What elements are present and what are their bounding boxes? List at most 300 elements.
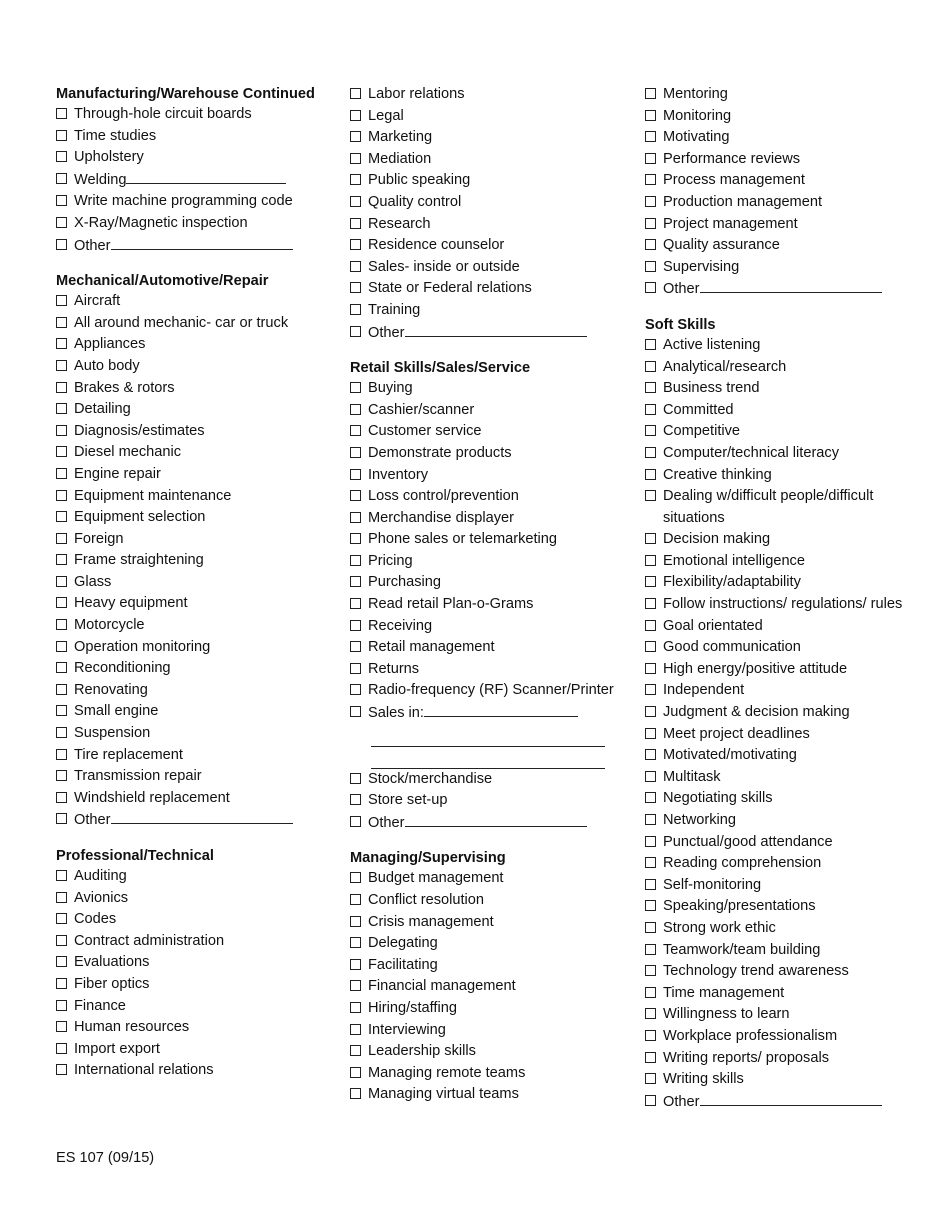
checkbox-label: All around mechanic- car or truck xyxy=(74,314,289,331)
checkbox-item-operation-monitoring[interactable] xyxy=(56,637,336,659)
checkbox-item-motivating[interactable] xyxy=(645,127,925,149)
checkbox-item-text xyxy=(368,659,630,681)
checkbox[interactable] xyxy=(350,261,361,272)
checkbox-item-appliances[interactable] xyxy=(56,334,336,356)
checkbox-item-punctual-good-attendance[interactable] xyxy=(645,832,925,854)
checkbox-item-text xyxy=(74,952,336,974)
checkbox-item-goal-orientated[interactable] xyxy=(645,616,925,638)
checkbox-item-international-relations[interactable] xyxy=(56,1060,336,1082)
checkbox[interactable] xyxy=(645,282,656,293)
checkbox[interactable] xyxy=(56,641,67,652)
checkbox[interactable] xyxy=(645,361,656,372)
checkbox-item-all-around-mechanic-car-or-truck[interactable] xyxy=(56,313,336,335)
checkbox[interactable] xyxy=(645,684,656,695)
checkbox-item-writing-reports-proposals[interactable] xyxy=(645,1048,925,1070)
checkbox-item-emotional-intelligence[interactable] xyxy=(645,551,925,573)
checkbox-item-import-export[interactable] xyxy=(56,1039,336,1061)
checkbox-item-text xyxy=(368,421,630,443)
checkbox[interactable] xyxy=(645,598,656,609)
checkbox-item-text xyxy=(74,723,336,745)
checkbox-item-motorcycle[interactable] xyxy=(56,615,336,637)
checkbox[interactable] xyxy=(350,916,361,927)
checkbox[interactable] xyxy=(56,468,67,479)
checkbox-item-active-listening[interactable] xyxy=(645,335,925,357)
checkbox-item-motivated-motivating[interactable] xyxy=(645,745,925,767)
fill-in-blank[interactable] xyxy=(700,1091,882,1106)
checkbox[interactable] xyxy=(350,706,361,717)
checkbox-item-evaluations[interactable] xyxy=(56,952,336,974)
checkbox-label: Motivating xyxy=(663,129,730,146)
checkbox-item-meet-project-deadlines[interactable] xyxy=(645,724,925,746)
checkbox[interactable] xyxy=(350,326,361,337)
checkbox[interactable] xyxy=(56,511,67,522)
checkbox[interactable] xyxy=(350,404,361,415)
checkbox[interactable] xyxy=(350,1045,361,1056)
checkbox-item-suspension[interactable] xyxy=(56,723,336,745)
checkbox-item-other[interactable] xyxy=(56,809,336,832)
checkbox-item-customer-service[interactable] xyxy=(350,421,630,443)
checkbox-item-teamwork-team-building[interactable] xyxy=(645,940,925,962)
checkbox[interactable] xyxy=(350,663,361,674)
checkbox-item-sales-inside-or-outside[interactable] xyxy=(350,257,630,279)
checkbox-item-production-management[interactable] xyxy=(645,192,925,214)
checkbox-item-finance[interactable] xyxy=(56,996,336,1018)
checkbox[interactable] xyxy=(56,195,67,206)
checkbox[interactable] xyxy=(645,944,656,955)
checkbox-item-text xyxy=(663,659,925,681)
checkbox-item-equipment-selection[interactable] xyxy=(56,507,336,529)
checkbox[interactable] xyxy=(645,174,656,185)
checkbox-item-upholstery[interactable] xyxy=(56,147,336,169)
checkbox[interactable] xyxy=(350,174,361,185)
checkbox[interactable] xyxy=(350,1002,361,1013)
checkbox[interactable] xyxy=(56,770,67,781)
checkbox-label: Auto body xyxy=(74,357,140,374)
checkbox-item-read-retail-plan-o-grams[interactable] xyxy=(350,594,630,616)
fill-in-line[interactable] xyxy=(371,725,605,747)
checkbox-item-small-engine[interactable] xyxy=(56,701,336,723)
checkbox[interactable] xyxy=(645,1073,656,1084)
checkbox[interactable] xyxy=(645,728,656,739)
checkbox-item-human-resources[interactable] xyxy=(56,1017,336,1039)
checkbox-item-writing-skills[interactable] xyxy=(645,1069,925,1091)
checkbox-label: Quality control xyxy=(368,193,462,210)
checkbox-item-independent[interactable] xyxy=(645,680,925,702)
checkbox-item-networking[interactable] xyxy=(645,810,925,832)
checkbox-item-text xyxy=(74,291,336,313)
checkbox[interactable] xyxy=(645,404,656,415)
fill-in-blank[interactable] xyxy=(700,278,882,293)
checkbox[interactable] xyxy=(56,533,67,544)
checkbox-item-crisis-management[interactable] xyxy=(350,912,630,934)
checkbox-item-transmission-repair[interactable] xyxy=(56,766,336,788)
checkbox[interactable] xyxy=(350,773,361,784)
checkbox-item-purchasing[interactable] xyxy=(350,572,630,594)
checkbox[interactable] xyxy=(350,1088,361,1099)
checkbox[interactable] xyxy=(350,131,361,142)
checkbox[interactable] xyxy=(350,533,361,544)
checkbox-item-time-management[interactable] xyxy=(645,983,925,1005)
checkbox-item-write-machine-programming-code[interactable] xyxy=(56,191,336,213)
checkbox[interactable] xyxy=(56,792,67,803)
checkbox-item-reading-comprehension[interactable] xyxy=(645,853,925,875)
checkbox[interactable] xyxy=(350,447,361,458)
checkbox-item-cashier-scanner[interactable] xyxy=(350,400,630,422)
checkbox-item-conflict-resolution[interactable] xyxy=(350,890,630,912)
checkbox-item-merchandise-displayer[interactable] xyxy=(350,508,630,530)
checkbox-item-leadership-skills[interactable] xyxy=(350,1041,630,1063)
checkbox-item-quality-control[interactable] xyxy=(350,192,630,214)
checkbox[interactable] xyxy=(56,870,67,881)
checkbox[interactable] xyxy=(645,239,656,250)
checkbox-item-project-management[interactable] xyxy=(645,214,925,236)
checkbox-item-reconditioning[interactable] xyxy=(56,658,336,680)
checkbox[interactable] xyxy=(56,1000,67,1011)
checkbox[interactable] xyxy=(56,576,67,587)
checkbox-item-training[interactable] xyxy=(350,300,630,322)
checkbox-item-residence-counselor[interactable] xyxy=(350,235,630,257)
checkbox[interactable] xyxy=(350,620,361,631)
checkbox[interactable] xyxy=(350,872,361,883)
checkbox[interactable] xyxy=(645,88,656,99)
checkbox-item-text xyxy=(368,812,630,835)
checkbox-label: Research xyxy=(368,215,431,232)
checkbox-item-sales-in[interactable] xyxy=(350,702,630,725)
checkbox[interactable] xyxy=(645,533,656,544)
checkbox[interactable] xyxy=(56,684,67,695)
checkbox[interactable] xyxy=(56,490,67,501)
checkbox-item-avionics[interactable] xyxy=(56,888,336,910)
checkbox-item-state-or-federal-relations[interactable] xyxy=(350,278,630,300)
checkbox-item-analytical-research[interactable] xyxy=(645,357,925,379)
checkbox[interactable] xyxy=(350,937,361,948)
checkbox[interactable] xyxy=(645,814,656,825)
checkbox[interactable] xyxy=(645,110,656,121)
checkbox[interactable] xyxy=(56,151,67,162)
checkbox-item-windshield-replacement[interactable] xyxy=(56,788,336,810)
checkbox-item-aircraft[interactable] xyxy=(56,291,336,313)
checkbox-item-speaking-presentations[interactable] xyxy=(645,896,925,918)
checkbox-item-computer-technical-literacy[interactable] xyxy=(645,443,925,465)
checkbox[interactable] xyxy=(56,956,67,967)
checkbox[interactable] xyxy=(645,196,656,207)
checkbox[interactable] xyxy=(645,922,656,933)
checkbox[interactable] xyxy=(56,360,67,371)
checkbox[interactable] xyxy=(645,469,656,480)
checkbox-item-legal[interactable] xyxy=(350,106,630,128)
checkbox[interactable] xyxy=(645,339,656,350)
checkbox-item-loss-control-prevention[interactable] xyxy=(350,486,630,508)
checkbox[interactable] xyxy=(350,794,361,805)
checkbox-item-diesel-mechanic[interactable] xyxy=(56,442,336,464)
checkbox-item-self-monitoring[interactable] xyxy=(645,875,925,897)
checkbox-item-other[interactable] xyxy=(645,1091,925,1114)
checkbox[interactable] xyxy=(645,641,656,652)
checkbox-item-fiber-optics[interactable] xyxy=(56,974,336,996)
checkbox[interactable] xyxy=(645,706,656,717)
checkbox-item-performance-reviews[interactable] xyxy=(645,149,925,171)
checkbox-item-glass[interactable] xyxy=(56,572,336,594)
checkbox-item-workplace-professionalism[interactable] xyxy=(645,1026,925,1048)
checkbox[interactable] xyxy=(56,619,67,630)
checkbox-item-phone-sales-or-telemarketing[interactable] xyxy=(350,529,630,551)
checkbox-item-multitask[interactable] xyxy=(645,767,925,789)
checkbox[interactable] xyxy=(645,857,656,868)
checkbox[interactable] xyxy=(56,108,67,119)
checkbox[interactable] xyxy=(350,196,361,207)
checkbox[interactable] xyxy=(350,282,361,293)
checkbox-item-foreign[interactable] xyxy=(56,529,336,551)
checkbox-item-decision-making[interactable] xyxy=(645,529,925,551)
checkbox[interactable] xyxy=(645,131,656,142)
checkbox[interactable] xyxy=(645,1008,656,1019)
checkbox[interactable] xyxy=(350,153,361,164)
checkbox[interactable] xyxy=(350,980,361,991)
section-title: Soft Skills xyxy=(645,316,716,333)
checkbox[interactable] xyxy=(350,88,361,99)
checkbox[interactable] xyxy=(645,900,656,911)
checkbox-item-equipment-maintenance[interactable] xyxy=(56,486,336,508)
checkbox[interactable] xyxy=(56,813,67,824)
checkbox[interactable] xyxy=(56,913,67,924)
checkbox-item-mentoring[interactable] xyxy=(645,84,925,106)
checkbox[interactable] xyxy=(350,382,361,393)
checkbox-item-other[interactable] xyxy=(350,812,630,835)
checkbox[interactable] xyxy=(56,597,67,608)
fill-in-blank[interactable] xyxy=(111,809,293,824)
checkbox[interactable] xyxy=(645,261,656,272)
checkbox-item-retail-management[interactable] xyxy=(350,637,630,659)
checkbox-label: Tire replacement xyxy=(74,746,183,763)
checkbox[interactable] xyxy=(56,425,67,436)
checkbox[interactable] xyxy=(645,965,656,976)
checkbox-item-other[interactable] xyxy=(645,278,925,301)
checkbox-item-creative-thinking[interactable] xyxy=(645,465,925,487)
checkbox[interactable] xyxy=(350,598,361,609)
checkbox-item-willingness-to-learn[interactable] xyxy=(645,1004,925,1026)
checkbox[interactable] xyxy=(645,153,656,164)
fill-in-blank[interactable] xyxy=(405,812,587,827)
checkbox-item-business-trend[interactable] xyxy=(645,378,925,400)
checkbox[interactable] xyxy=(56,705,67,716)
checkbox-item-monitoring[interactable] xyxy=(645,106,925,128)
checkbox-item-process-management[interactable] xyxy=(645,170,925,192)
checkbox-item-welding[interactable] xyxy=(56,169,336,192)
checkbox-label: Foreign xyxy=(74,530,124,547)
checkbox[interactable] xyxy=(56,662,67,673)
checkbox-item-stock-merchandise[interactable] xyxy=(350,769,630,791)
checkbox[interactable] xyxy=(56,130,67,141)
checkbox[interactable] xyxy=(56,446,67,457)
checkbox-item-judgment-decision-making[interactable] xyxy=(645,702,925,724)
checkbox-item-time-studies[interactable] xyxy=(56,126,336,148)
checkbox-item-other[interactable] xyxy=(350,322,630,345)
checkbox-label: Active listening xyxy=(663,336,761,353)
checkbox[interactable] xyxy=(350,816,361,827)
checkbox-item-good-communication[interactable] xyxy=(645,637,925,659)
checkbox-item-technology-trend-awareness[interactable] xyxy=(645,961,925,983)
checkbox[interactable] xyxy=(645,987,656,998)
checkbox-item-auditing[interactable] xyxy=(56,866,336,888)
checkbox-item-frame-straightening[interactable] xyxy=(56,550,336,572)
checkbox-item-delegating[interactable] xyxy=(350,933,630,955)
checkbox[interactable] xyxy=(350,576,361,587)
checkbox-item-inventory[interactable] xyxy=(350,465,630,487)
checkbox-label: Flexibility/adaptability xyxy=(663,574,801,591)
checkbox[interactable] xyxy=(350,304,361,315)
checkbox[interactable] xyxy=(645,1052,656,1063)
checkbox[interactable] xyxy=(350,469,361,480)
checkbox[interactable] xyxy=(645,447,656,458)
checkbox-item-receiving[interactable] xyxy=(350,616,630,638)
checkbox[interactable] xyxy=(350,490,361,501)
checkbox-item-through-hole-circuit-boards[interactable] xyxy=(56,104,336,126)
checkbox[interactable] xyxy=(56,1064,67,1075)
checkbox[interactable] xyxy=(645,555,656,566)
checkbox[interactable] xyxy=(56,173,67,184)
checkbox-item-research[interactable] xyxy=(350,214,630,236)
checkbox[interactable] xyxy=(645,663,656,674)
checkbox[interactable] xyxy=(56,338,67,349)
checkbox-item-other[interactable] xyxy=(56,235,336,258)
checkbox-item-strong-work-ethic[interactable] xyxy=(645,918,925,940)
checkbox[interactable] xyxy=(350,684,361,695)
checkbox-item-interviewing[interactable] xyxy=(350,1020,630,1042)
checkbox[interactable] xyxy=(645,1030,656,1041)
checkbox[interactable] xyxy=(350,1024,361,1035)
checkbox-item-managing-virtual-teams[interactable] xyxy=(350,1084,630,1106)
checkbox-item-supervising[interactable] xyxy=(645,257,925,279)
fill-in-blank[interactable] xyxy=(111,235,293,250)
checkbox[interactable] xyxy=(350,512,361,523)
checkbox-item-negotiating-skills[interactable] xyxy=(645,788,925,810)
checkbox-item-text xyxy=(368,378,630,400)
checkbox-item-x-ray-magnetic-inspection[interactable] xyxy=(56,213,336,235)
checkbox-label: Sales in: xyxy=(368,705,424,722)
checkbox[interactable] xyxy=(56,935,67,946)
fill-in-blank[interactable] xyxy=(424,702,578,717)
checkbox-item-radio-frequency-rf-scanner-printer[interactable] xyxy=(350,680,630,702)
checkbox-item-facilitating[interactable] xyxy=(350,955,630,977)
checkbox[interactable] xyxy=(350,959,361,970)
checkbox[interactable] xyxy=(350,1067,361,1078)
checkbox-item-text xyxy=(663,192,925,214)
checkbox[interactable] xyxy=(56,403,67,414)
checkbox[interactable] xyxy=(645,218,656,229)
checkbox[interactable] xyxy=(56,1043,67,1054)
checkbox[interactable] xyxy=(56,554,67,565)
checkbox[interactable] xyxy=(645,879,656,890)
checkbox-item-hiring-staffing[interactable] xyxy=(350,998,630,1020)
checkbox[interactable] xyxy=(645,792,656,803)
checkbox[interactable] xyxy=(350,555,361,566)
checkbox-item-diagnosis-estimates[interactable] xyxy=(56,421,336,443)
checkbox-item-auto-body[interactable] xyxy=(56,356,336,378)
checkbox-item-quality-assurance[interactable] xyxy=(645,235,925,257)
checkbox[interactable] xyxy=(56,382,67,393)
fill-in-blank[interactable] xyxy=(126,169,286,184)
checkbox[interactable] xyxy=(56,239,67,250)
checkbox[interactable] xyxy=(645,620,656,631)
checkbox-label: Writing reports/ proposals xyxy=(663,1049,830,1066)
checkbox[interactable] xyxy=(56,727,67,738)
checkbox[interactable] xyxy=(350,425,361,436)
checkbox[interactable] xyxy=(645,771,656,782)
checkbox-item-heavy-equipment[interactable] xyxy=(56,593,336,615)
checkbox-item-labor-relations[interactable] xyxy=(350,84,630,106)
checkbox-item-text xyxy=(74,680,336,702)
checkbox-item-managing-remote-teams[interactable] xyxy=(350,1063,630,1085)
checkbox-item-pricing[interactable] xyxy=(350,551,630,573)
checkbox-item-buying[interactable] xyxy=(350,378,630,400)
checkbox-item-public-speaking[interactable] xyxy=(350,170,630,192)
checkbox-item-follow-instructions-regulations-rules[interactable] xyxy=(645,594,925,616)
checkbox-item-financial-management[interactable] xyxy=(350,976,630,998)
checkbox-item-detailing[interactable] xyxy=(56,399,336,421)
checkbox-item-tire-replacement[interactable] xyxy=(56,745,336,767)
checkbox-label: Residence counselor xyxy=(368,237,505,254)
checkbox-label: X-Ray/Magnetic inspection xyxy=(74,214,248,231)
checkbox[interactable] xyxy=(645,576,656,587)
checkbox-item-high-energy-positive-attitude[interactable] xyxy=(645,659,925,681)
checkbox-item-committed[interactable] xyxy=(645,400,925,422)
checkbox-item-brakes-rotors[interactable] xyxy=(56,378,336,400)
fill-in-line[interactable] xyxy=(371,747,605,769)
checkbox-item-codes[interactable] xyxy=(56,909,336,931)
fill-in-blank[interactable] xyxy=(405,322,587,337)
checkbox[interactable] xyxy=(350,110,361,121)
checkbox[interactable] xyxy=(56,217,67,228)
checkbox-label: Evaluations xyxy=(74,954,150,971)
checkbox[interactable] xyxy=(645,836,656,847)
checkbox[interactable] xyxy=(350,239,361,250)
checkbox[interactable] xyxy=(56,892,67,903)
checkbox[interactable] xyxy=(645,749,656,760)
checkbox[interactable] xyxy=(56,317,67,328)
checkbox-item-text xyxy=(663,170,925,192)
checkbox-item-flexibility-adaptability[interactable] xyxy=(645,572,925,594)
checkbox[interactable] xyxy=(350,218,361,229)
checkbox[interactable] xyxy=(56,1021,67,1032)
checkbox-item-returns[interactable] xyxy=(350,659,630,681)
checkbox-item-engine-repair[interactable] xyxy=(56,464,336,486)
checkbox-label: Reading comprehension xyxy=(663,855,822,872)
checkbox-item-text xyxy=(74,996,336,1018)
checkbox[interactable] xyxy=(56,749,67,760)
checkbox-item-contract-administration[interactable] xyxy=(56,931,336,953)
checkbox-label: Radio-frequency (RF) Scanner/Printer xyxy=(368,682,614,699)
checkbox-item-demonstrate-products[interactable] xyxy=(350,443,630,465)
checkbox-item-budget-management[interactable] xyxy=(350,868,630,890)
checkbox-label: Labor relations xyxy=(368,86,465,102)
checkbox-item-mediation[interactable] xyxy=(350,149,630,171)
checkbox-item-competitive[interactable] xyxy=(645,421,925,443)
checkbox-item-marketing[interactable] xyxy=(350,127,630,149)
checkbox-item-text xyxy=(368,868,630,890)
checkbox-item-dealing-w-difficult-people-difficult-situations[interactable] xyxy=(645,486,925,529)
checkbox-item-text xyxy=(74,637,336,659)
checkbox[interactable] xyxy=(645,1095,656,1106)
checkbox[interactable] xyxy=(645,425,656,436)
checkbox[interactable] xyxy=(645,490,656,501)
checkbox[interactable] xyxy=(350,894,361,905)
checkbox-item-renovating[interactable] xyxy=(56,680,336,702)
checkbox[interactable] xyxy=(56,978,67,989)
checkbox[interactable] xyxy=(645,382,656,393)
checkbox[interactable] xyxy=(56,295,67,306)
checkbox-item-store-set-up[interactable] xyxy=(350,790,630,812)
checkbox[interactable] xyxy=(350,641,361,652)
